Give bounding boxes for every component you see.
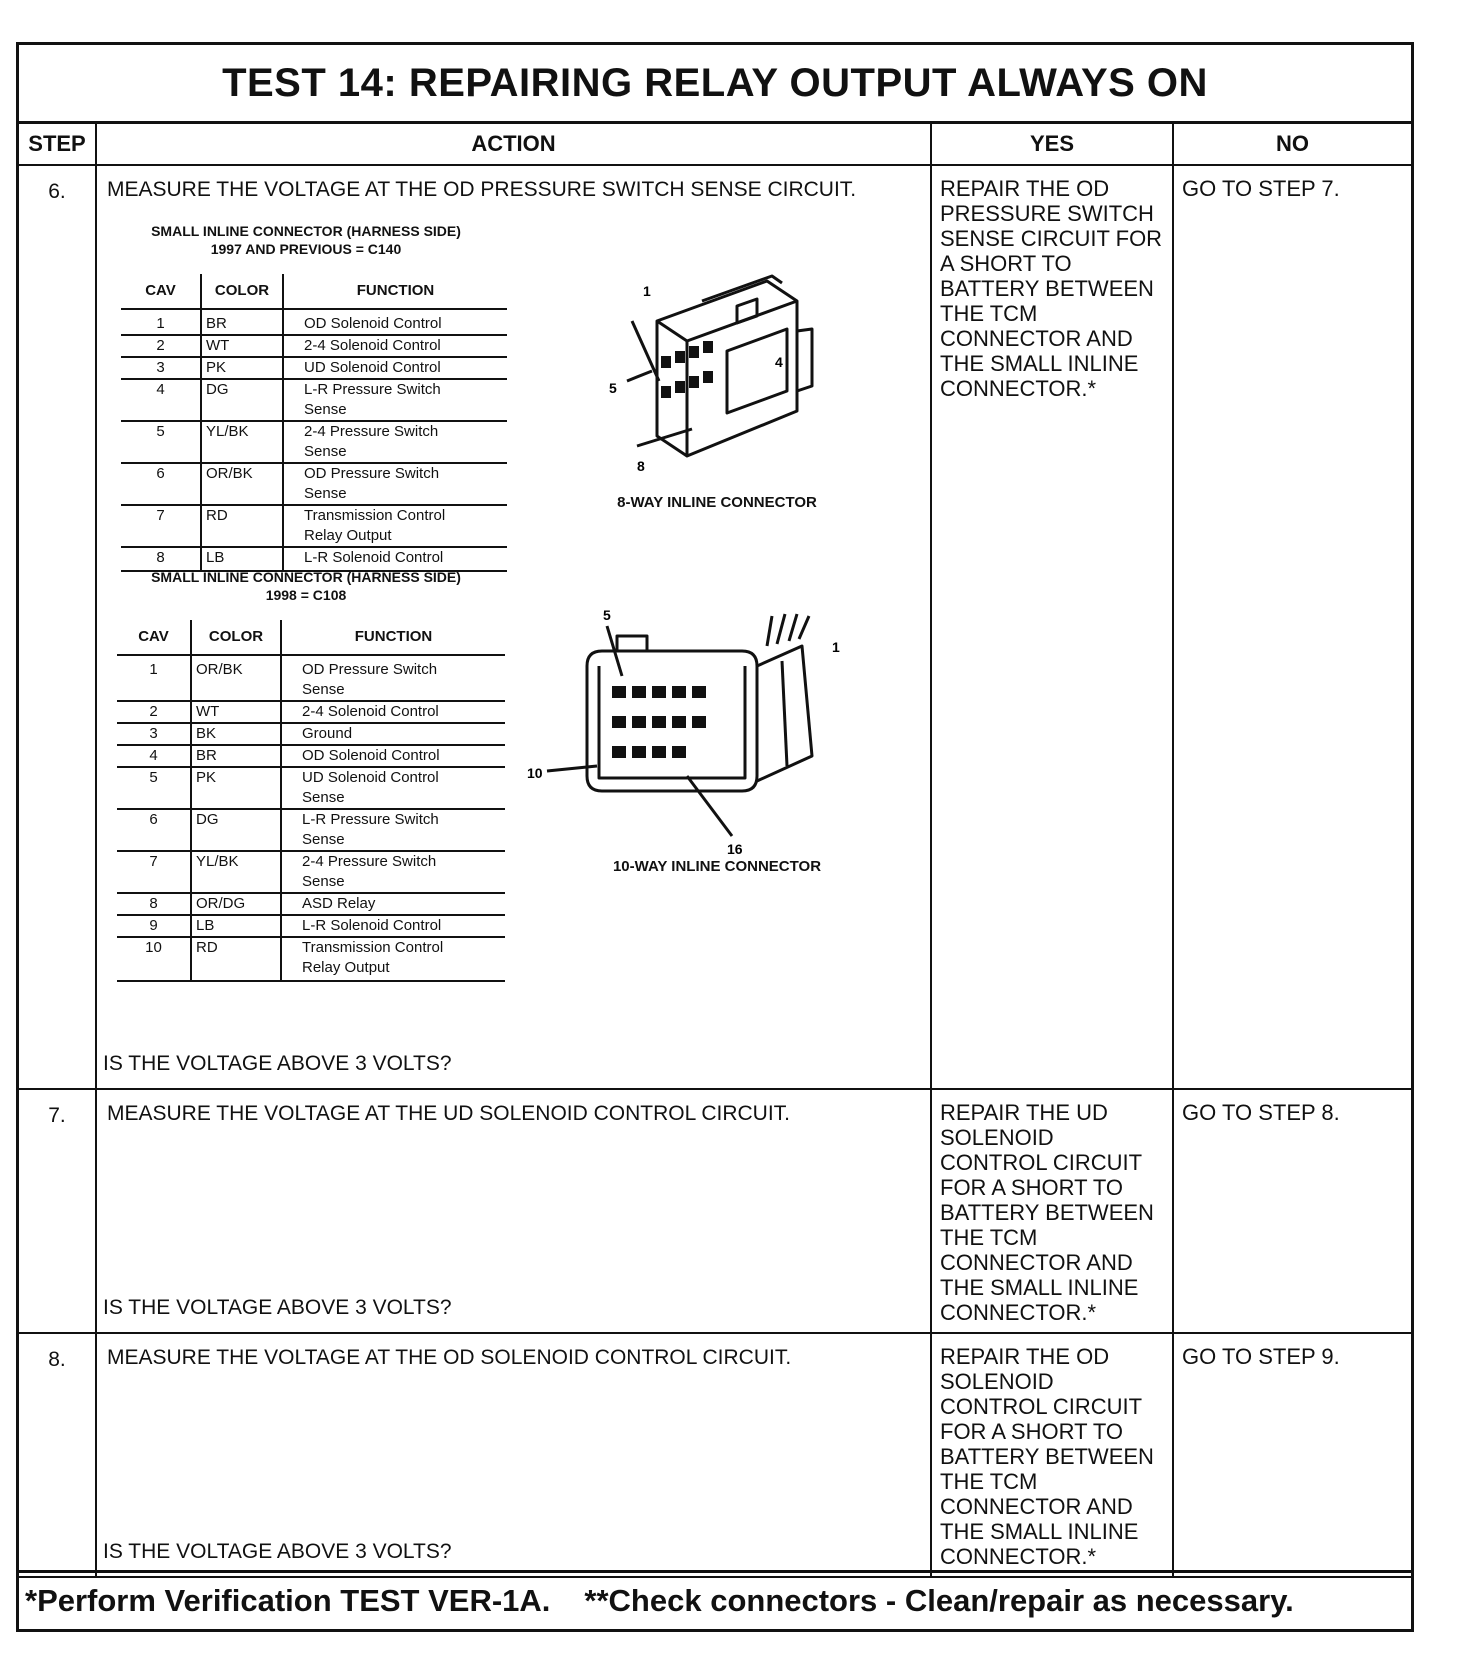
function-line: OD Solenoid Control: [302, 747, 440, 764]
cavity-function: [283, 505, 507, 547]
function-line: Sense: [304, 401, 347, 418]
col-cav: CAV: [121, 274, 201, 309]
function-line: 2-4 Solenoid Control: [302, 703, 439, 720]
step-question: IS THE VOLTAGE ABOVE 3 VOLTS?: [103, 1052, 452, 1075]
step-question: IS THE VOLTAGE ABOVE 3 VOLTS?: [103, 1540, 452, 1563]
function-line: ASD Relay: [302, 895, 376, 912]
function-line: L-R Solenoid Control: [304, 549, 444, 566]
wire-color: RD: [201, 505, 283, 547]
wire-color: OR/BK: [201, 463, 283, 505]
pin-label: 1: [832, 639, 840, 655]
cavity-function: [281, 655, 505, 701]
header-row: [19, 124, 1411, 165]
function-line: 2-4 Pressure Switch: [304, 423, 439, 440]
wire-color: PK: [201, 357, 283, 379]
cavity-number: 8: [121, 547, 201, 571]
cavity-function: [283, 335, 507, 357]
wire-color: YL/BK: [201, 421, 283, 463]
connector1-caption: 8-WAY INLINE CONNECTOR: [617, 494, 817, 511]
header-yes: YES: [931, 124, 1173, 165]
function-line: Sense: [302, 831, 345, 848]
pin-label: 8: [637, 458, 645, 474]
cavity-function: [281, 893, 505, 915]
function-line: OD Solenoid Control: [304, 315, 442, 332]
step-yes: REPAIR THE OD SOLENOID CONTROL CIRCUIT FOR A SHORT TO BATTERY BETWEEN THE TCM CONNECTOR AND THE SMALL INLINE CONNECTOR.*: [931, 1333, 1173, 1577]
cavity-number: 4: [117, 745, 191, 767]
wire-color: WT: [201, 335, 283, 357]
function-line: UD Solenoid Control: [304, 359, 441, 376]
cavity-row: [121, 309, 507, 335]
col-color: COLOR: [191, 620, 281, 655]
wire-color: DG: [201, 379, 283, 421]
cavity-function: [283, 379, 507, 421]
function-line: 2-4 Pressure Switch: [302, 853, 437, 870]
cavity-function: [281, 767, 505, 809]
cavity-function: [283, 421, 507, 463]
step-yes: REPAIR THE UD SOLENOID CONTROL CIRCUIT FOR A SHORT TO BATTERY BETWEEN THE TCM CONNECTOR AND THE SMALL INLINE CONNECTOR.*: [931, 1089, 1173, 1333]
cavity-number: 5: [117, 767, 191, 809]
cavity-row: [117, 809, 505, 851]
footer-note-verification: *Perform Verification TEST VER-1A.: [25, 1583, 551, 1618]
cavity-row: [117, 767, 505, 809]
cavity-number: 7: [121, 505, 201, 547]
step-yes: REPAIR THE OD PRESSURE SWITCH SENSE CIRCUIT FOR A SHORT TO BATTERY BETWEEN THE TCM CONNECTOR AND THE SMALL INLINE CONNECTOR.*: [931, 165, 1173, 1089]
pin-label: 16: [727, 841, 743, 856]
cavity-function: [283, 357, 507, 379]
cavity-row: [117, 893, 505, 915]
pin-label: 5: [609, 380, 617, 396]
pin-label: 10: [527, 765, 543, 781]
cavity-number: 1: [117, 655, 191, 701]
step-no: GO TO STEP 9.: [1173, 1333, 1411, 1577]
action-text: MEASURE THE VOLTAGE AT THE UD SOLENOID CONTROL CIRCUIT.: [107, 1102, 791, 1125]
steps-table: [19, 124, 1411, 1578]
cavity-number: 4: [121, 379, 201, 421]
col-function: FUNCTION: [281, 620, 505, 655]
function-line: Ground: [302, 725, 353, 742]
10-way-connector-diagram: [527, 606, 857, 856]
step-action: [96, 1089, 931, 1333]
cavity-number: 6: [117, 809, 191, 851]
wire-color: WT: [191, 701, 281, 723]
function-line: L-R Solenoid Control: [302, 917, 442, 934]
wire-color: YL/BK: [191, 851, 281, 893]
cavity-row: [117, 745, 505, 767]
function-line: Relay Output: [302, 959, 390, 976]
step-number: 8.: [19, 1333, 96, 1577]
cavity-number: 6: [121, 463, 201, 505]
cavity-number: 9: [117, 915, 191, 937]
function-line: OD Pressure Switch: [304, 465, 440, 482]
function-line: OD Pressure Switch: [302, 661, 438, 678]
pin-label: 4: [775, 354, 783, 370]
step-question: IS THE VOLTAGE ABOVE 3 VOLTS?: [103, 1296, 452, 1319]
step-no: GO TO STEP 8.: [1173, 1089, 1411, 1333]
function-line: Sense: [302, 681, 345, 698]
page-title: TEST 14: REPAIRING RELAY OUTPUT ALWAYS ON: [19, 45, 1411, 124]
cavity-row: [121, 505, 507, 547]
connector1-cavity-table: [121, 274, 507, 572]
header-step: STEP: [19, 124, 96, 165]
8-way-connector-diagram: [597, 261, 837, 481]
test-sheet: [16, 42, 1414, 1632]
cavity-row: [121, 463, 507, 505]
cavity-number: 10: [117, 937, 191, 981]
function-line: L-R Pressure Switch: [304, 381, 441, 398]
cavity-row: [121, 335, 507, 357]
cavity-number: 3: [117, 723, 191, 745]
header-no: NO: [1173, 124, 1411, 165]
function-line: Transmission Control: [304, 507, 446, 524]
cavity-number: 1: [121, 309, 201, 335]
cavity-row: [117, 937, 505, 981]
function-line: 2-4 Solenoid Control: [304, 337, 441, 354]
cavity-function: [281, 915, 505, 937]
col-color: COLOR: [201, 274, 283, 309]
function-line: Sense: [302, 873, 345, 890]
wire-color: BR: [201, 309, 283, 335]
step-no: GO TO STEP 7.: [1173, 165, 1411, 1089]
step-action: [96, 1333, 931, 1577]
cavity-row: [117, 851, 505, 893]
col-function: FUNCTION: [283, 274, 507, 309]
footer-note-connectors: **Check connectors - Clean/repair as necessary.: [584, 1583, 1294, 1618]
cavity-function: [281, 723, 505, 745]
cavity-number: 5: [121, 421, 201, 463]
action-text: MEASURE THE VOLTAGE AT THE OD PRESSURE SWITCH SENSE CIRCUIT.: [107, 178, 857, 201]
cavity-row: [117, 701, 505, 723]
step-action: [96, 165, 931, 1089]
cavity-number: 2: [117, 701, 191, 723]
cavity-function: [281, 745, 505, 767]
wire-color: PK: [191, 767, 281, 809]
cavity-function: [283, 309, 507, 335]
connector2-cavity-table: [117, 620, 505, 982]
function-line: L-R Pressure Switch: [302, 811, 439, 828]
wire-color: LB: [201, 547, 283, 571]
connector2-caption: 10-WAY INLINE CONNECTOR: [612, 858, 822, 875]
function-line: Sense: [304, 485, 347, 502]
cavity-number: 7: [117, 851, 191, 893]
col-cav: CAV: [117, 620, 191, 655]
wire-color: LB: [191, 915, 281, 937]
wire-color: BR: [191, 745, 281, 767]
pin-label: 1: [643, 283, 651, 299]
cavity-row: [117, 655, 505, 701]
cavity-function: [281, 937, 505, 981]
cavity-row: [117, 723, 505, 745]
cavity-function: [283, 463, 507, 505]
cavity-function: [281, 851, 505, 893]
function-line: Sense: [304, 443, 347, 460]
cavity-function: [281, 701, 505, 723]
connector2-title: SMALL INLINE CONNECTOR (HARNESS SIDE) 1998 = C108: [151, 569, 461, 603]
pin-label: 5: [603, 607, 611, 623]
cavity-row: [121, 421, 507, 463]
cavity-number: 3: [121, 357, 201, 379]
function-line: Transmission Control: [302, 939, 444, 956]
wire-color: RD: [191, 937, 281, 981]
wire-color: DG: [191, 809, 281, 851]
table-row: [19, 1333, 1411, 1577]
connector1-title: SMALL INLINE CONNECTOR (HARNESS SIDE) 1997 AND PREVIOUS = C140: [151, 223, 461, 257]
table-row: [19, 1089, 1411, 1333]
action-text: MEASURE THE VOLTAGE AT THE OD SOLENOID CONTROL CIRCUIT.: [107, 1346, 792, 1369]
footer-notes: [19, 1570, 1411, 1629]
header-action: ACTION: [96, 124, 931, 165]
cavity-function: [281, 809, 505, 851]
table-row: [19, 165, 1411, 1089]
cavity-row: [121, 357, 507, 379]
step-number: 6.: [19, 165, 96, 1089]
step-number: 7.: [19, 1089, 96, 1333]
cavity-row: [117, 915, 505, 937]
function-line: UD Solenoid Control: [302, 769, 439, 786]
wire-color: OR/BK: [191, 655, 281, 701]
wire-color: BK: [191, 723, 281, 745]
cavity-number: 8: [117, 893, 191, 915]
function-line: Relay Output: [304, 527, 392, 544]
cavity-number: 2: [121, 335, 201, 357]
function-line: Sense: [302, 789, 345, 806]
cavity-row: [121, 379, 507, 421]
wire-color: OR/DG: [191, 893, 281, 915]
